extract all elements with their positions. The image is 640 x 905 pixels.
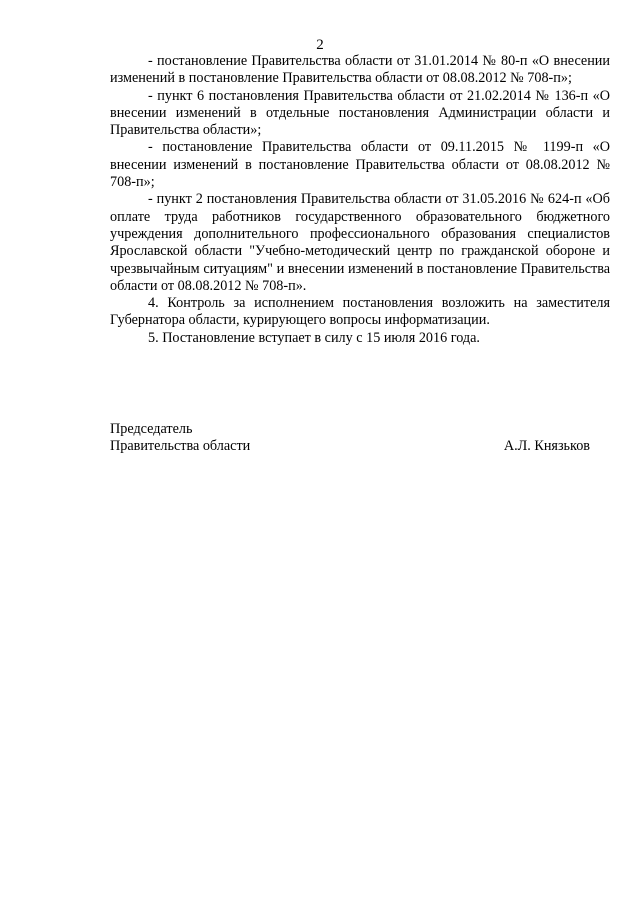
paragraph-clause-5: 5. Постановление вступает в силу с 15 июля 2016 года. bbox=[148, 329, 480, 346]
signature-row bbox=[110, 438, 590, 455]
signature-block bbox=[110, 421, 590, 456]
document-body bbox=[110, 53, 610, 347]
paragraph-item-2: - пункт 6 постановления Правительства области от 21.02.2014 № 136-п «О внесении изменений в отдельные постановления Администрации области и Правительства области»; bbox=[110, 87, 610, 139]
page-number: 2 bbox=[316, 37, 324, 53]
paragraph-item-1: - постановление Правительства области от 31.01.2014 № 80-п «О внесении изменений в постановление Правительства области от 08.08.2012 № 708-п»; bbox=[110, 53, 610, 87]
signatory-name: А.Л. Князьков bbox=[503, 438, 590, 455]
signatory-title-line2: Правительства области bbox=[110, 438, 251, 455]
paragraph-item-3: - постановление Правительства области от 09.11.2015 № 1199-п «О внесении изменений в постановление Правительства области от 08.08.2012 № 708-п»; bbox=[110, 139, 610, 191]
paragraph-clause-4: 4. Контроль за исполнением постановления возложить на заместителя Губернатора области, курирующего вопросы информатизации. bbox=[110, 295, 610, 329]
paragraph-item-4: - пункт 2 постановления Правительства области от 31.05.2016 № 624-п «Об оплате труда работников государственного образовательного бюджетного учреждения дополнительного профессионального образования специалистов Ярославской области "Учебно-методический центр по гражданской обороне и чрезвычайным ситуациям" и внесении изменений в постановление Правительства области от 08.08.2012 № 708-п». bbox=[110, 191, 610, 294]
signatory-title-line1: Председатель bbox=[110, 421, 193, 437]
